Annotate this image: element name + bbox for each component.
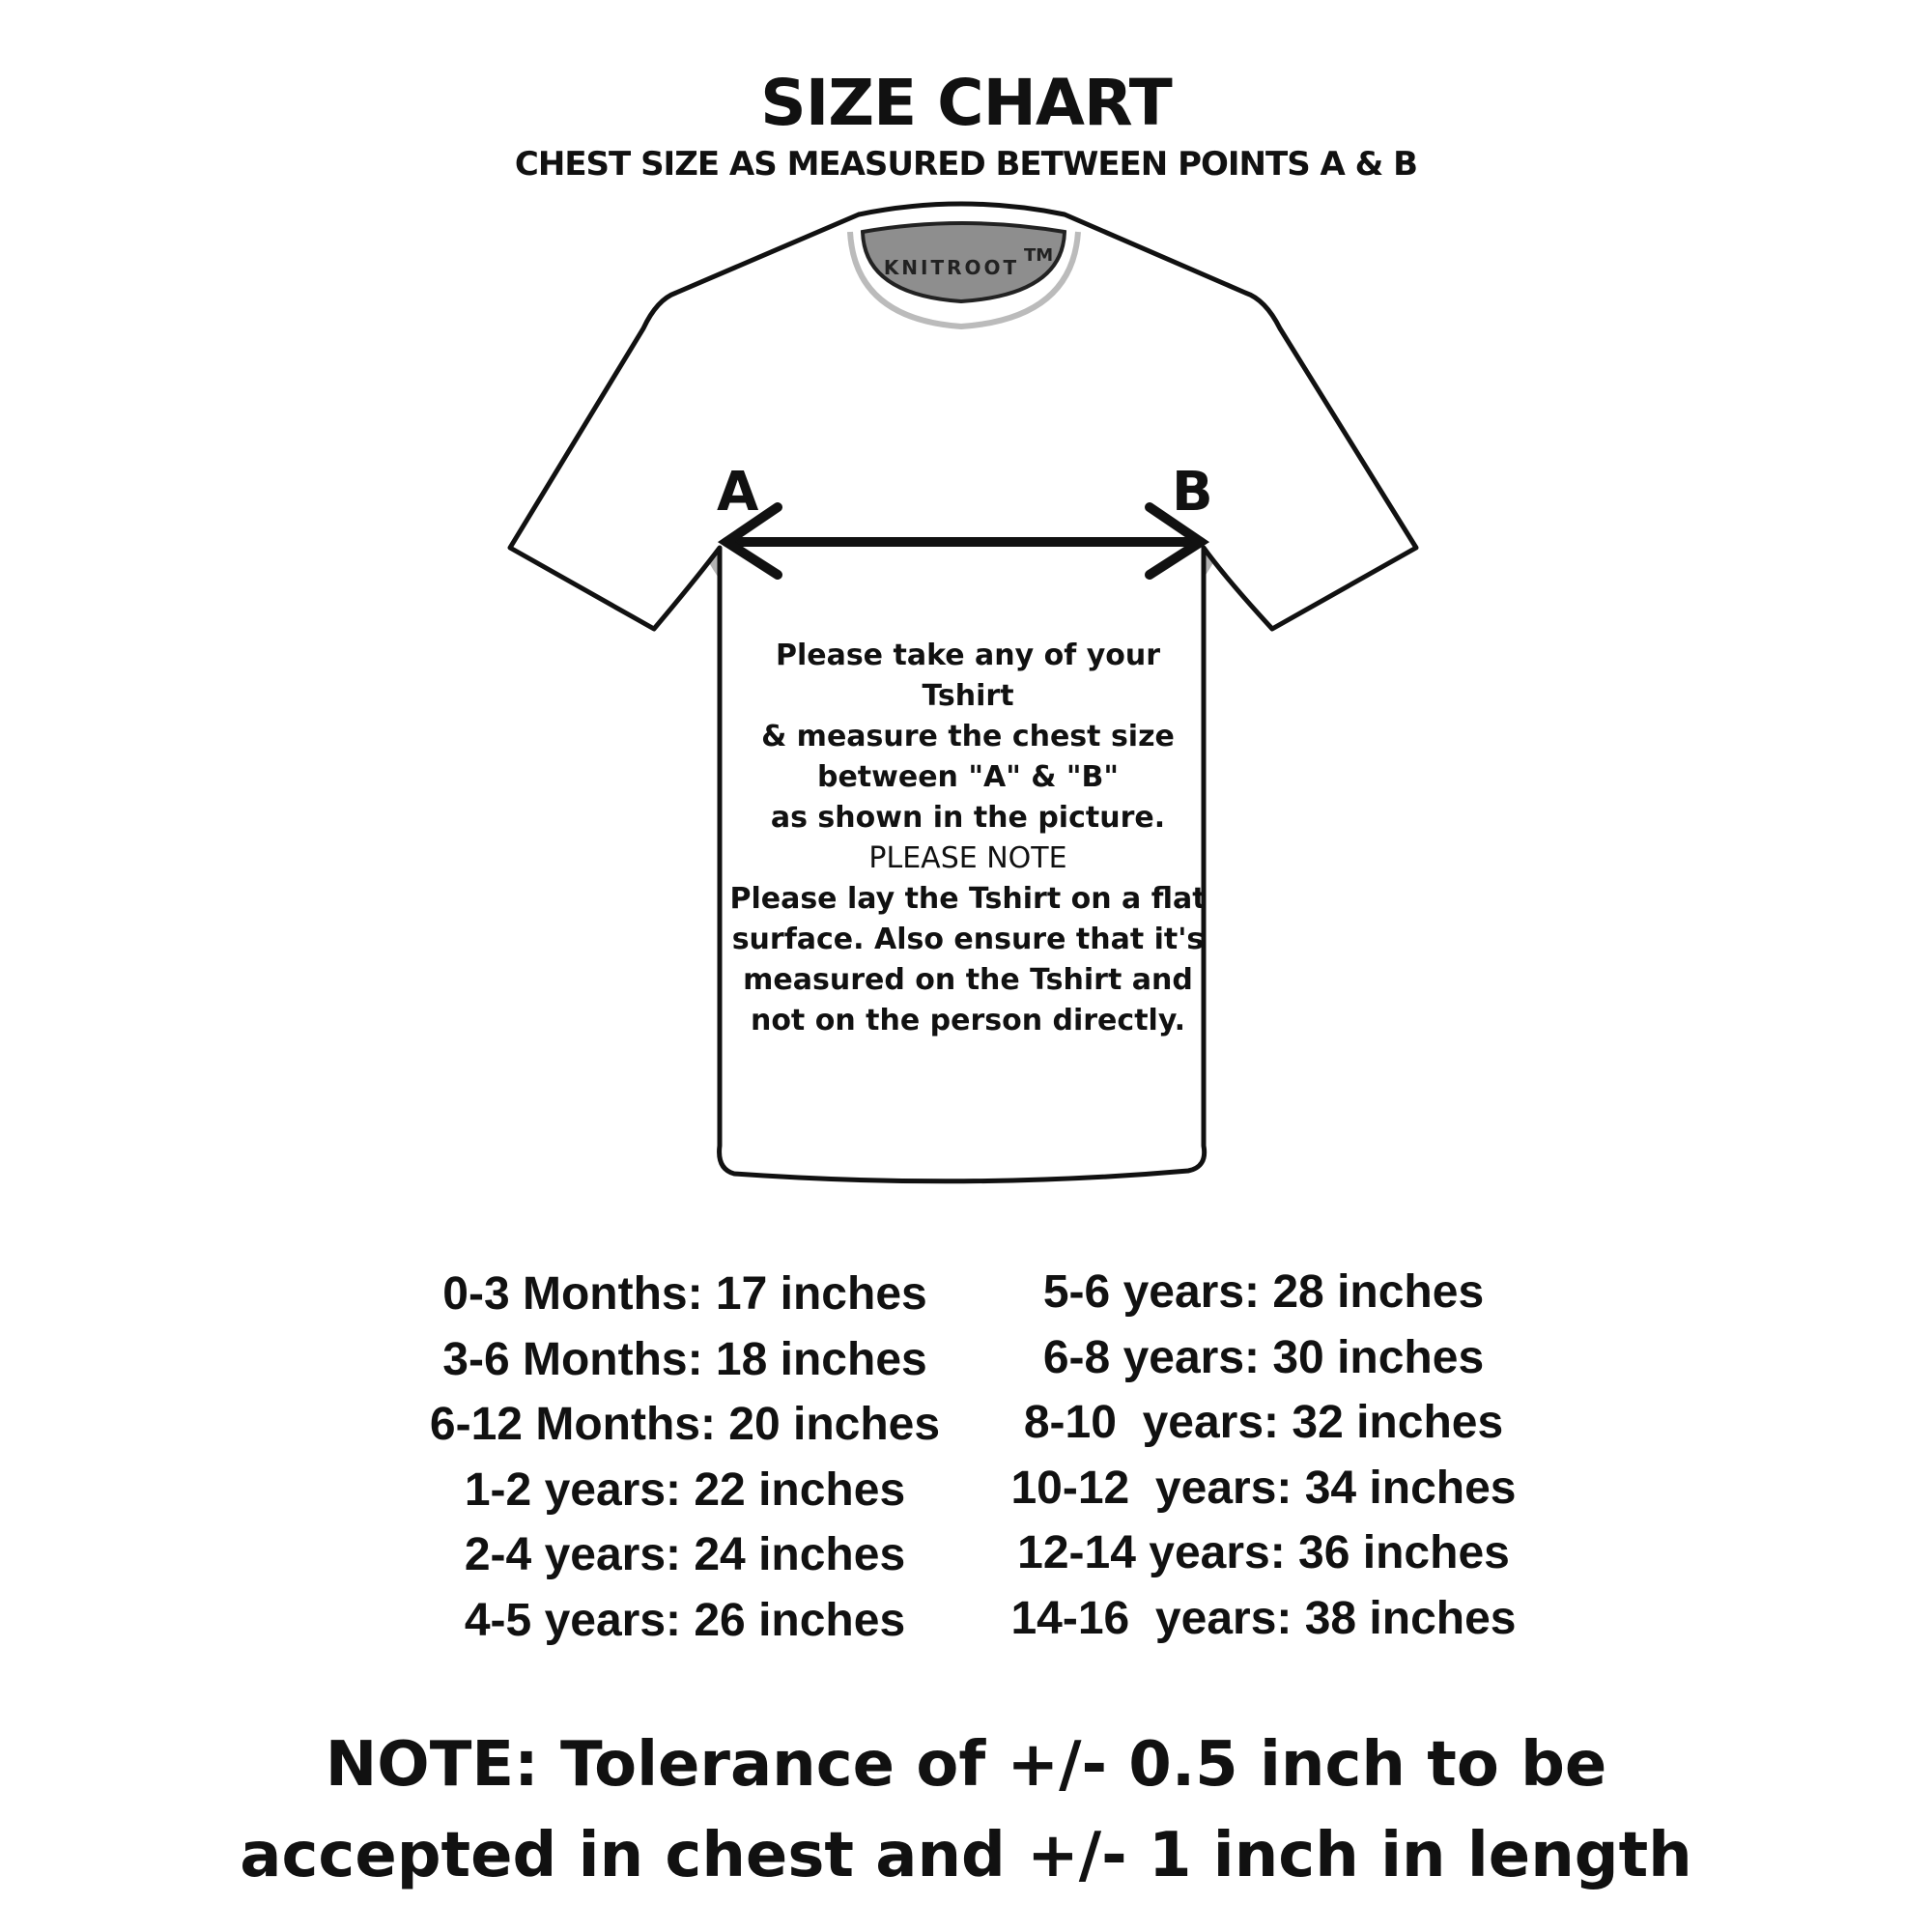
point-a-label: A [717, 461, 759, 524]
tolerance-note-line: NOTE: Tolerance of +/- 0.5 inch to be [325, 1729, 1607, 1801]
trademark: TM [1024, 245, 1054, 266]
size-row: 2-4 years: 24 inches [464, 1529, 906, 1580]
size-row: 6-8 years: 30 inches [1042, 1331, 1485, 1383]
size-row: 0-3 Months: 17 inches [442, 1268, 927, 1320]
size-row: 1-2 years: 22 inches [464, 1463, 906, 1516]
note-line: Please lay the Tshirt on a flat [729, 882, 1207, 916]
measurement-instructions [726, 636, 1209, 838]
size-list-left [347, 1262, 1023, 1653]
note-line: measured on the Tshirt and [743, 963, 1193, 997]
size-list-right [925, 1260, 1602, 1651]
instruction-line: as shown in the picture. [770, 801, 1166, 835]
page-title: SIZE CHART [760, 66, 1172, 140]
page-subtitle: CHEST SIZE AS MEASURED BETWEEN POINTS A & B [514, 145, 1418, 184]
brand-label: KNITROOT [883, 256, 1020, 279]
instruction-line: & measure the chest size [761, 720, 1175, 753]
note-line: surface. Also ensure that it's [731, 923, 1205, 956]
size-row: 12-14 years: 36 inches [1017, 1527, 1510, 1578]
please-note-block [726, 838, 1209, 1041]
size-row: 14-16 years: 38 inches [1010, 1592, 1517, 1644]
instruction-line: Please take any of your Tshirt [775, 639, 1161, 713]
size-row: 4-5 years: 26 inches [464, 1594, 906, 1646]
please-note-heading: PLEASE NOTE [868, 841, 1067, 875]
tolerance-note [0, 1719, 1932, 1901]
size-row: 3-6 Months: 18 inches [442, 1333, 927, 1385]
size-row: 8-10 years: 32 inches [1023, 1397, 1504, 1448]
instruction-line: between "A" & "B" [816, 760, 1120, 794]
note-line: not on the person directly. [750, 1004, 1186, 1037]
point-b-label: B [1172, 461, 1213, 524]
size-row: 5-6 years: 28 inches [1042, 1266, 1485, 1318]
size-row: 6-12 Months: 20 inches [429, 1399, 941, 1450]
size-row: 10-12 years: 34 inches [1010, 1462, 1517, 1514]
tolerance-note-line: accepted in chest and +/- 1 inch in length [240, 1820, 1692, 1891]
